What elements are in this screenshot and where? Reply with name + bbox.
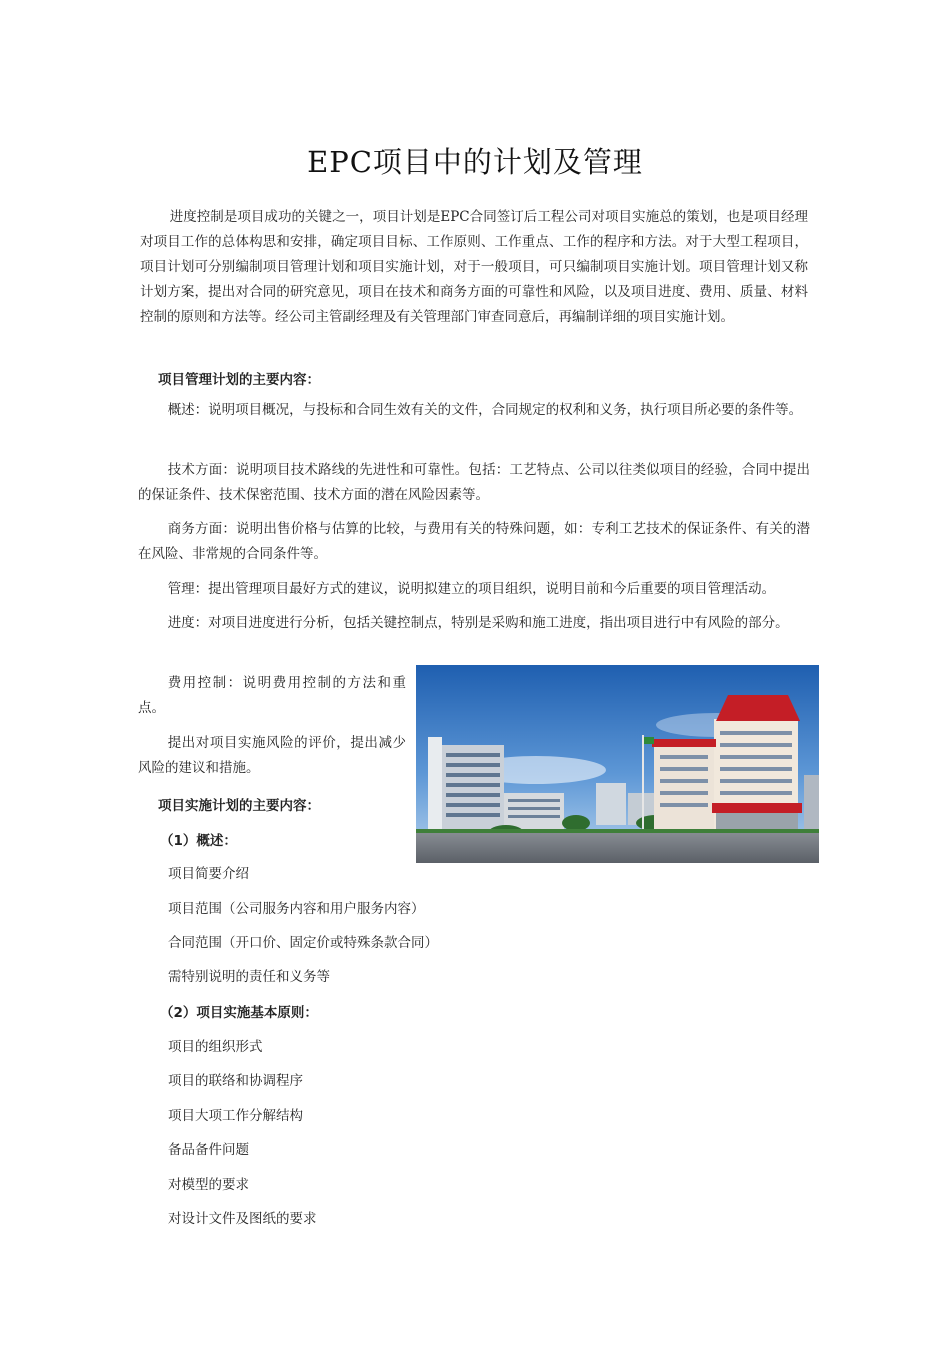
list-item: 项目的联络和协调程序 bbox=[168, 1073, 303, 1089]
paragraph-overview: 概述：说明项目概况，与投标和合同生效有关的文件，合同规定的权利和义务，执行项目所必要的条件等。 bbox=[167, 402, 803, 418]
list-item: 合同范围（开口价、固定价或特殊条款合同） bbox=[168, 935, 438, 951]
paragraph-cost-control: 费用控制：说明费用控制的方法和重点。 bbox=[138, 675, 406, 716]
paragraph-commercial: 商务方面：说明出售价格与估算的比较，与费用有关的特殊问题，如：专利工艺技术的保证条件、有关的潜在风险、非常规的合同条件等。 bbox=[138, 521, 810, 562]
list-item: 项目大项工作分解结构 bbox=[168, 1108, 303, 1124]
subheading-basic-principles: （2）项目实施基本原则： bbox=[160, 1005, 318, 1021]
list-item: 项目范围（公司服务内容和用户服务内容） bbox=[168, 901, 425, 917]
list-item: 对模型的要求 bbox=[168, 1177, 249, 1193]
list-item: 对设计文件及图纸的要求 bbox=[168, 1211, 317, 1227]
section-heading-implementation-plan: 项目实施计划的主要内容： bbox=[158, 798, 320, 814]
document-title: EPC项目中的计划及管理 bbox=[307, 145, 643, 179]
list-item: 需特别说明的责任和义务等 bbox=[168, 969, 330, 985]
list-item: 备品备件问题 bbox=[168, 1142, 249, 1158]
paragraph-schedule: 进度：对项目进度进行分析，包括关键控制点，特别是采购和施工进度，指出项目进行中有风险的部分。 bbox=[167, 615, 789, 631]
company-building-photo bbox=[416, 665, 819, 863]
section-heading-management-plan: 项目管理计划的主要内容： bbox=[158, 372, 320, 388]
subheading-overview: （1）概述： bbox=[160, 833, 237, 849]
list-item: 项目的组织形式 bbox=[168, 1039, 263, 1055]
list-item: 项目简要介绍 bbox=[168, 866, 249, 882]
paragraph-risk: 提出对项目实施风险的评价，提出减少风险的建议和措施。 bbox=[138, 735, 406, 776]
paragraph-management: 管理：提出管理项目最好方式的建议，说明拟建立的项目组织，说明目前和今后重要的项目管理活动。 bbox=[167, 581, 776, 597]
paragraph-technical: 技术方面：说明项目技术路线的先进性和可靠性。包括：工艺特点、公司以往类似项目的经验，合同中提出的保证条件、技术保密范围、技术方面的潜在风险因素等。 bbox=[138, 462, 810, 503]
intro-paragraph: 进度控制是项目成功的关键之一，项目计划是EPC合同签订后工程公司对项目实施总的策划，也是项目经理对项目工作的总体构思和安排，确定项目目标、工作原则、工作重点、工作的程序和方法。对于大型工程项目，项目计划可分别编制项目管理计划和项目实施计划，对于一般项目，可只编制项目实施计划。项目管理计划又称计划方案，提出对合同的研究意见，项目在技术和商务方面的可靠性和风险，以及项目进度、费用、质量、材料控制的原则和方法等。经公司主管副经理及有关管理部门审查同意后，再编制详细的项目实施计划。 bbox=[140, 209, 808, 325]
